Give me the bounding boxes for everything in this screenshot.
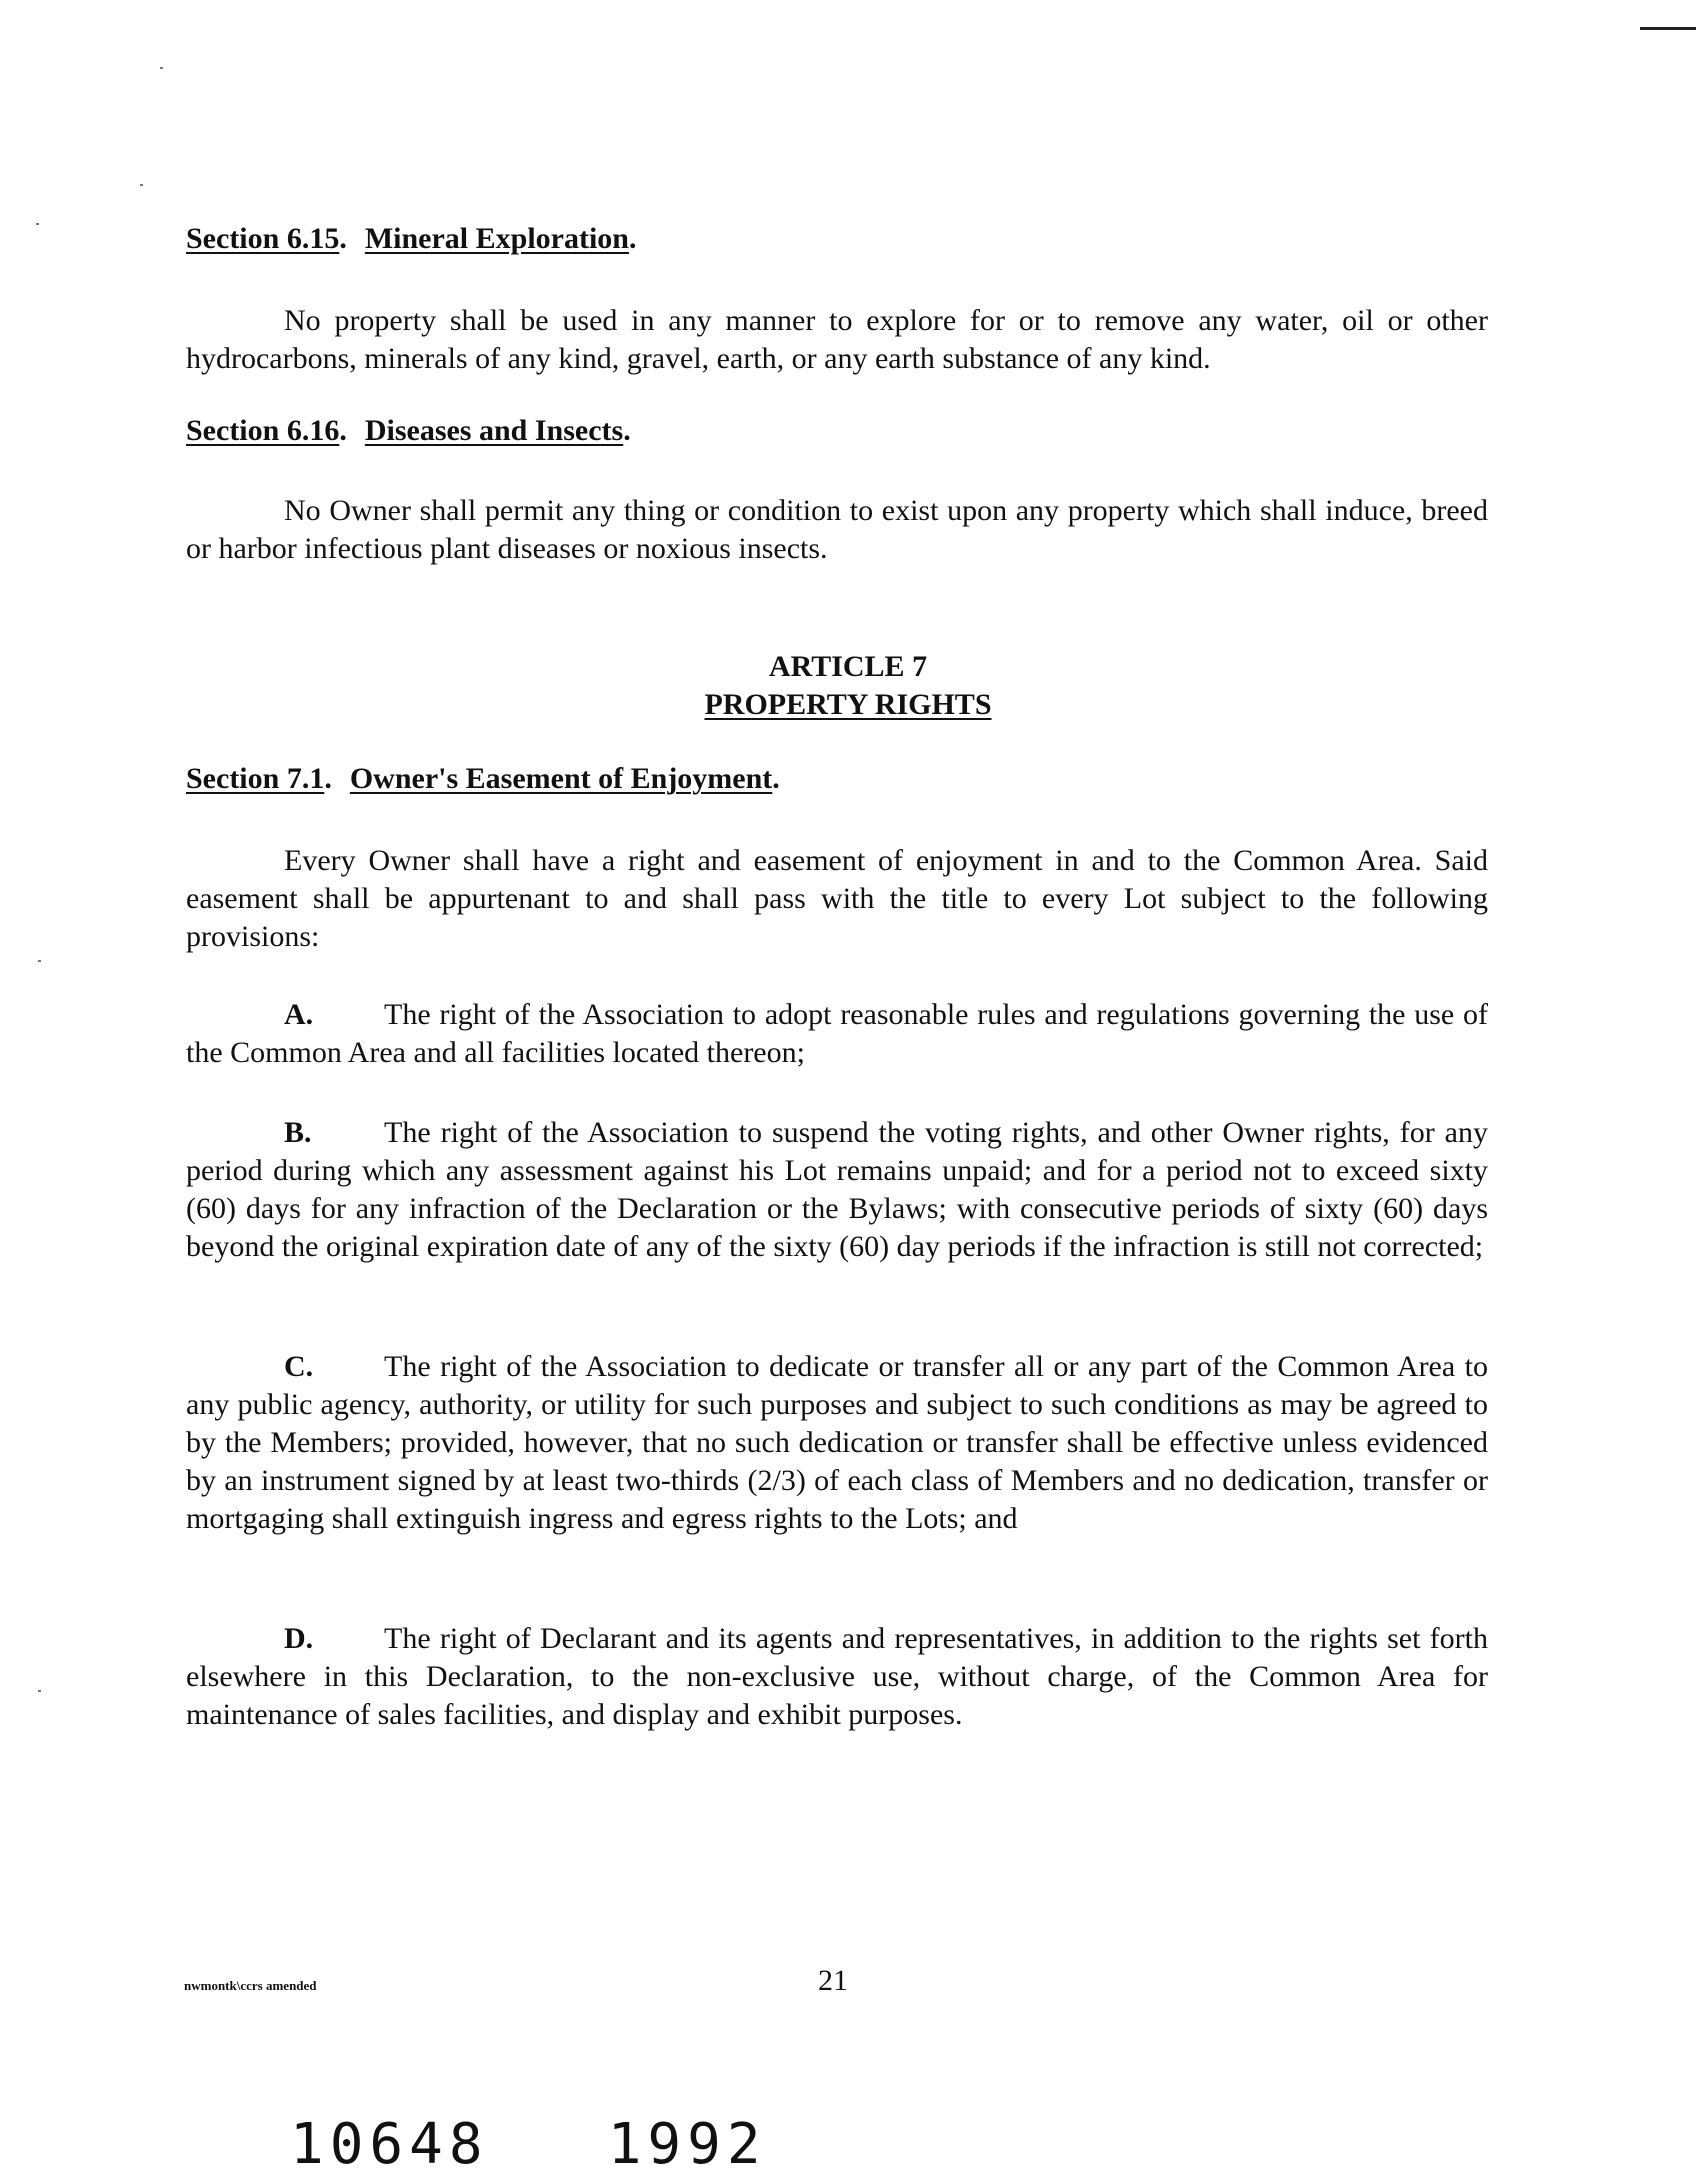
article-title-text: PROPERTY RIGHTS	[704, 688, 992, 721]
item-text: The right of the Association to adopt reasonable rules and regulations governing the use of the Common Area and all facilities located thereon;	[186, 998, 1488, 1069]
provision-item-d	[186, 1620, 1488, 1734]
recording-stamp: 10648 1992	[290, 2112, 767, 2177]
article-title	[0, 688, 1696, 722]
scan-speck	[36, 223, 39, 225]
item-text: The right of Declarant and its agents and representatives, in addition to the rights set forth elsewhere in this Declaration, to the non-exclusive use, without charge, of the Common Area for maintenance of sales facilities, and display and exhibit purposes.	[186, 1622, 1488, 1731]
section-6-16-heading: Section 6.16. Diseases and Insects.	[186, 414, 631, 447]
page-number: 21	[818, 1964, 848, 1997]
item-text: The right of the Association to dedicate or transfer all or any part of the Common Area to any public agency, authority, or utility for such purposes and subject to such conditions as may be agreed to by the Members; provided, however, that no such dedication or transfer shall be effective unless evidenced by an instrument signed by at least two-thirds (2/3) of each class of Members and no dedication, transfer or mortgaging shall extinguish ingress and egress rights to the Lots; and	[186, 1350, 1488, 1535]
section-number: Section 6.15	[186, 222, 340, 255]
scan-speck	[160, 67, 163, 69]
article-number: ARTICLE 7	[768, 650, 928, 683]
scan-speck	[38, 960, 41, 962]
provision-item-b	[186, 1114, 1488, 1266]
scan-speck	[38, 1690, 41, 1692]
section-7-1-body: Every Owner shall have a right and easement of enjoyment in and to the Common Area. Said easement shall be appurtenant to and shall pass with the title to every Lot subject to the following provisions:	[186, 844, 1488, 953]
provision-item-c	[186, 1348, 1488, 1538]
section-title: Owner's Easement of Enjoyment	[349, 762, 773, 795]
item-letter: B.	[284, 1116, 312, 1149]
section-number: Section 6.16	[186, 414, 340, 447]
section-7-1-heading: Section 7.1. Owner's Easement of Enjoyment.	[186, 762, 780, 795]
provision-item-a	[186, 996, 1488, 1072]
section-6-15-body: No property shall be used in any manner to explore for or to remove any water, oil or other hydrocarbons, minerals of any kind, gravel, earth, or any earth substance of any kind.	[186, 304, 1488, 375]
section-6-16-body: No Owner shall permit any thing or condition to exist upon any property which shall induce, breed or harbor infectious plant diseases or noxious insects.	[186, 494, 1488, 565]
file-reference: nwmontk\ccrs amended	[184, 1978, 317, 1993]
item-letter: D.	[284, 1622, 314, 1655]
scan-corner-mark	[1640, 27, 1696, 30]
item-letter: C.	[284, 1350, 314, 1383]
item-text: The right of the Association to suspend the voting rights, and other Owner rights, for any period during which any assessment against his Lot remains unpaid; and for a period not to exceed sixty (60) days for any infraction of the Declaration or the Bylaws; with consecutive periods of sixty (60) days beyond the original expiration date of any of the sixty (60) day periods if the infraction is still not corrected;	[186, 1116, 1488, 1263]
section-title: Mineral Exploration	[364, 222, 629, 255]
section-title: Diseases and Insects	[364, 414, 624, 447]
scan-speck	[140, 184, 143, 186]
section-number: Section 7.1	[186, 762, 325, 795]
item-letter: A.	[284, 998, 314, 1031]
section-6-15-heading: Section 6.15. Mineral Exploration.	[186, 222, 637, 255]
